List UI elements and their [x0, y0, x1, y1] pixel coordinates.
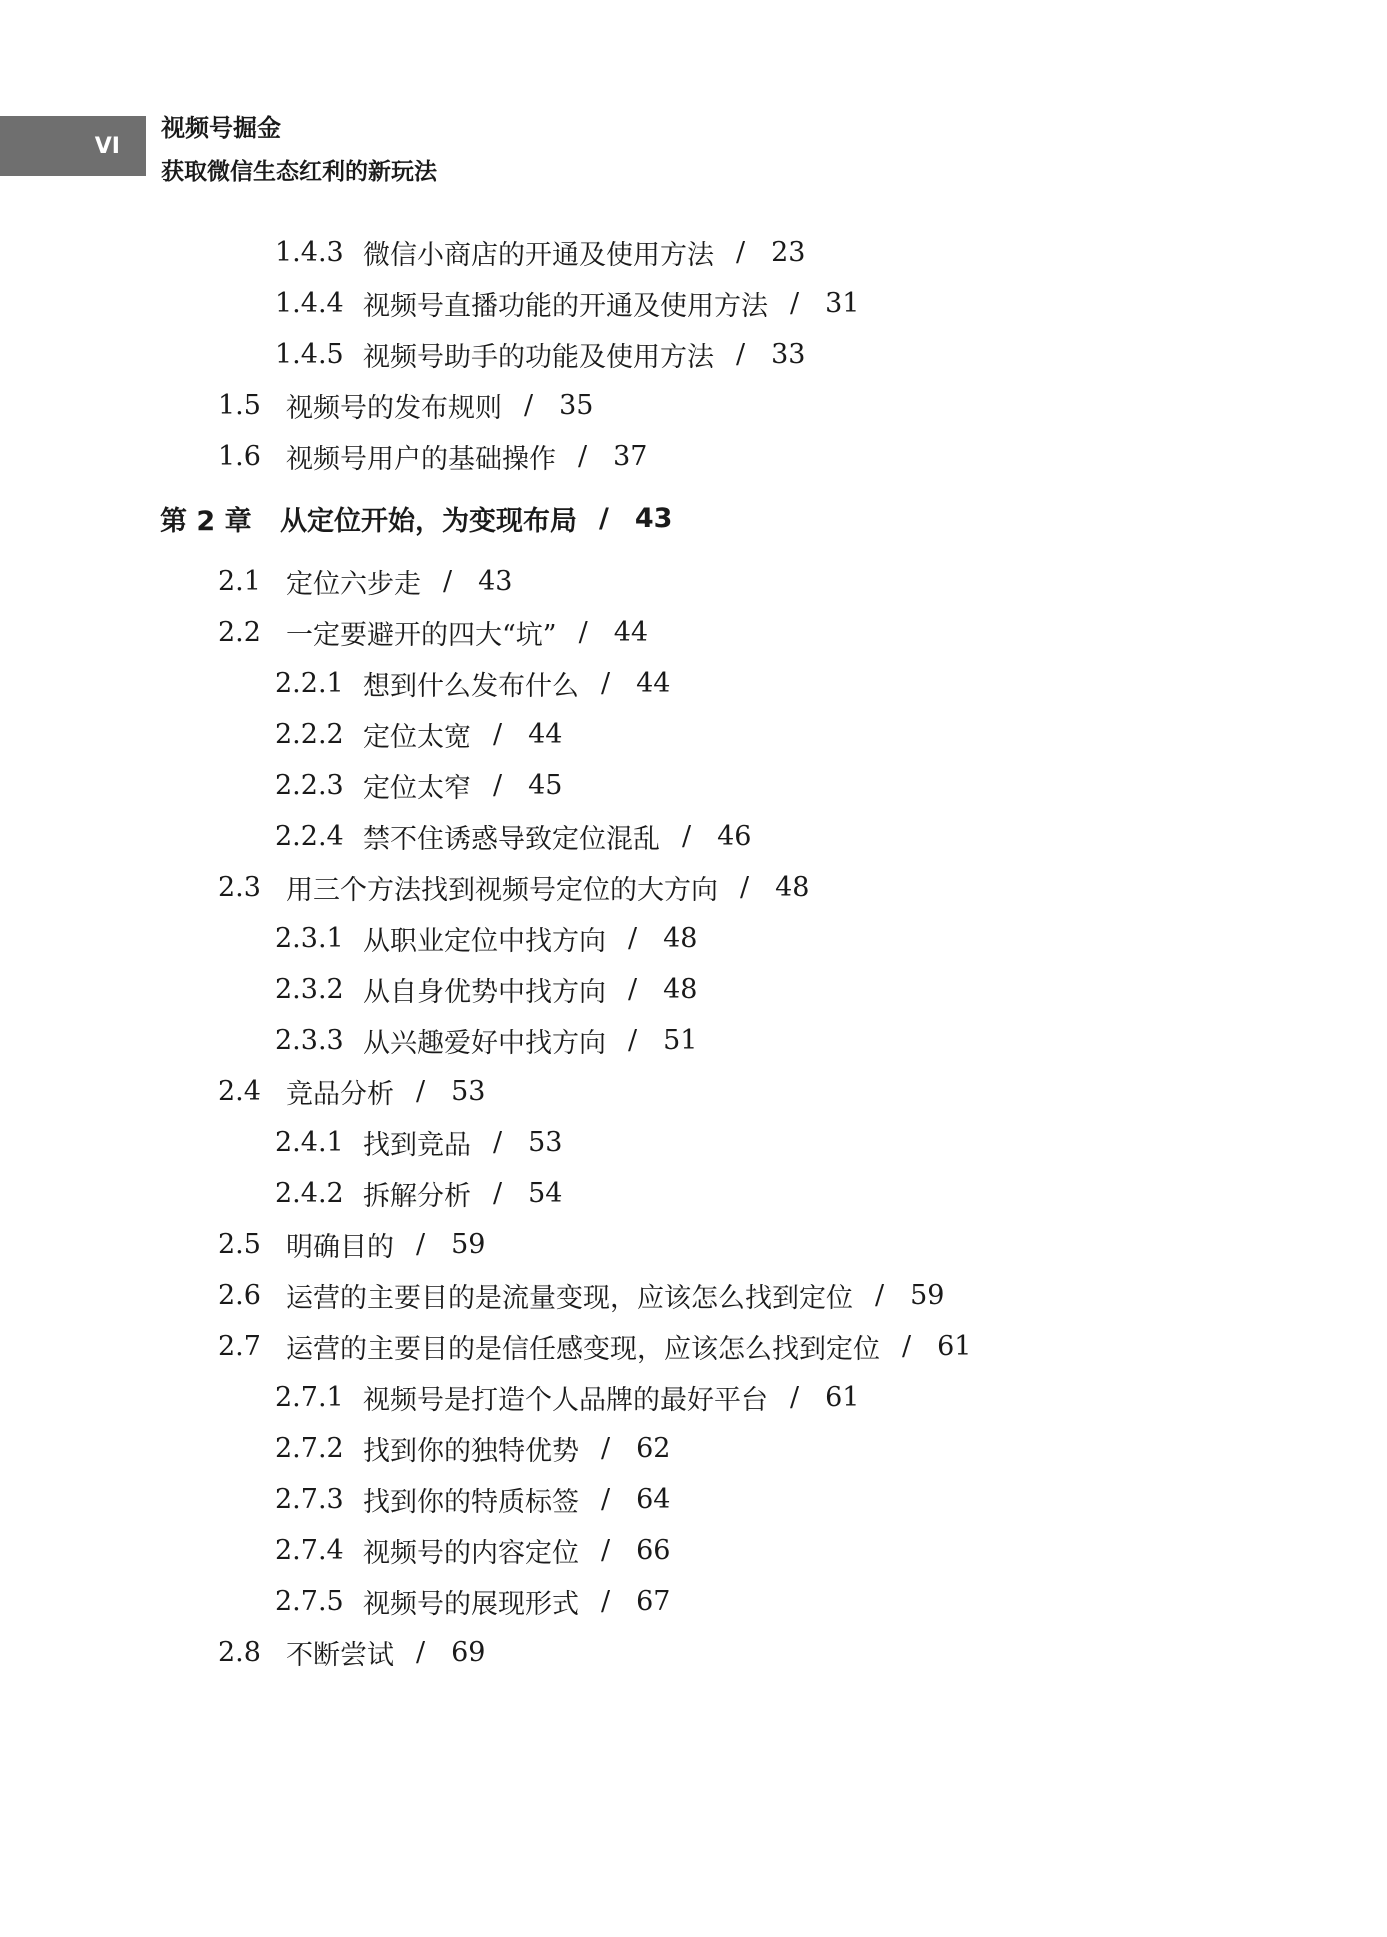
toc-entry-number: 2.1: [218, 565, 261, 597]
toc-entry-number: 2.3.3: [275, 1024, 344, 1056]
toc-entry-separator: /: [682, 820, 692, 852]
toc-entry-number: 2.7.1: [275, 1381, 344, 1413]
toc-entry-title: 定位六步走: [286, 568, 421, 600]
toc-entry-page: 48: [663, 922, 698, 954]
toc-entry-page: 48: [663, 973, 698, 1005]
toc-entry-title: 视频号用户的基础操作: [286, 443, 556, 475]
toc-entry-page: 43: [634, 502, 673, 534]
toc-entry-title: 运营的主要目的是信任感变现，应该怎么找到定位: [286, 1333, 880, 1365]
toc-entry-title: 一定要避开的四大“坑”: [286, 619, 557, 651]
toc-entry-number: 第 2 章: [160, 505, 252, 537]
toc-entry-page: 59: [451, 1228, 486, 1260]
roman-page-number: VI: [0, 116, 146, 176]
toc-entry-number: 2.7.3: [275, 1483, 344, 1515]
toc-entry-page: 44: [528, 718, 563, 750]
toc-entry[interactable]: [218, 867, 809, 907]
toc-entry-number: 1.4.3: [275, 236, 344, 268]
toc-entry-number: 1.4.4: [275, 287, 344, 319]
toc-entry-separator: /: [736, 338, 746, 370]
toc-entry-number: 2.6: [218, 1279, 261, 1311]
toc-entry-number: 1.4.5: [275, 338, 344, 370]
toc-entry-number: 2.2.3: [275, 769, 344, 801]
toc-entry-separator: /: [601, 667, 611, 699]
toc-entry[interactable]: [275, 714, 562, 754]
toc-entry-separator: /: [416, 1228, 426, 1260]
toc-entry-title: 想到什么发布什么: [363, 670, 579, 702]
toc-entry-separator: /: [493, 1177, 503, 1209]
toc-entry-separator: /: [416, 1075, 426, 1107]
toc-entry-page: 51: [663, 1024, 698, 1056]
toc-entry-number: 2.4.1: [275, 1126, 344, 1158]
toc-entry[interactable]: [275, 1122, 562, 1162]
toc-entry[interactable]: [218, 1224, 485, 1264]
toc-entry-title: 竞品分析: [286, 1078, 394, 1110]
toc-entry-page: 44: [636, 667, 671, 699]
toc-entry-separator: /: [443, 565, 453, 597]
toc-entry-separator: /: [578, 440, 588, 472]
toc-entry-separator: /: [599, 502, 609, 534]
toc-entry-number: 1.6: [218, 440, 261, 472]
toc-entry-number: 2.4.2: [275, 1177, 344, 1209]
toc-entry-number: 2.5: [218, 1228, 261, 1260]
toc-entry-number: 2.3.1: [275, 922, 344, 954]
toc-entry-title: 视频号的内容定位: [363, 1537, 579, 1569]
toc-entry-page: 43: [478, 565, 513, 597]
toc-entry[interactable]: [275, 1173, 562, 1213]
toc-entry-number: 2.3.2: [275, 973, 344, 1005]
toc-entry-title: 从兴趣爱好中找方向: [363, 1027, 606, 1059]
toc-entry-page: 46: [717, 820, 752, 852]
toc-entry-page: 33: [771, 338, 806, 370]
toc-entry-separator: /: [790, 1381, 800, 1413]
toc-entry-separator: /: [628, 1024, 638, 1056]
toc-entry[interactable]: [275, 969, 697, 1009]
toc-entry[interactable]: [275, 1530, 670, 1570]
toc-entry[interactable]: [275, 1581, 670, 1621]
toc-entry-title: 定位太宽: [363, 721, 471, 753]
toc-entry-number: 2.4: [218, 1075, 261, 1107]
toc-entry-number: 2.2: [218, 616, 261, 648]
toc-entry-separator: /: [601, 1432, 611, 1464]
toc-entry-number: 2.7.5: [275, 1585, 344, 1617]
toc-entry-title: 从自身优势中找方向: [363, 976, 606, 1008]
toc-entry-separator: /: [578, 616, 588, 648]
toc-entry-title: 明确目的: [286, 1231, 394, 1263]
toc-entry-title: 微信小商店的开通及使用方法: [363, 239, 714, 271]
toc-entry[interactable]: [218, 1326, 971, 1366]
toc-entry-number: 2.7: [218, 1330, 261, 1362]
toc-entry-page: 37: [613, 440, 648, 472]
toc-entry[interactable]: [218, 561, 512, 601]
toc-entry-separator: /: [628, 973, 638, 1005]
toc-entry-title: 拆解分析: [363, 1180, 471, 1212]
toc-entry-title: 视频号的发布规则: [286, 392, 502, 424]
toc-entry[interactable]: [218, 1275, 944, 1315]
toc-entry-separator: /: [790, 287, 800, 319]
toc-entry[interactable]: [275, 663, 670, 703]
toc-entry-page: 69: [451, 1636, 486, 1668]
toc-entry-title: 不断尝试: [286, 1639, 394, 1671]
toc-entry[interactable]: [275, 334, 805, 374]
toc-entry-page: 61: [937, 1330, 972, 1362]
toc-entry-title: 找到竞品: [363, 1129, 471, 1161]
toc-entry-separator: /: [493, 769, 503, 801]
toc-entry-page: 66: [636, 1534, 671, 1566]
toc-entry-page: 61: [825, 1381, 860, 1413]
toc-entry-page: 54: [528, 1177, 563, 1209]
toc-entry-separator: /: [524, 389, 534, 421]
toc-entry[interactable]: [218, 385, 593, 425]
toc-entry-page: 23: [771, 236, 806, 268]
toc-entry-separator: /: [601, 1585, 611, 1617]
toc-entry-number: 2.2.1: [275, 667, 344, 699]
toc-entry[interactable]: [218, 1071, 485, 1111]
toc-entry-separator: /: [601, 1483, 611, 1515]
toc-entry-separator: /: [493, 1126, 503, 1158]
toc-entry[interactable]: [275, 918, 697, 958]
toc-entry-separator: /: [875, 1279, 885, 1311]
running-book-subtitle: 获取微信生态红利的新玩法: [161, 159, 437, 185]
toc-entry[interactable]: [275, 283, 859, 323]
toc-entry-page: 31: [825, 287, 860, 319]
toc-entry-number: 2.7.2: [275, 1432, 344, 1464]
toc-entry-title: 定位太窄: [363, 772, 471, 804]
toc-entry[interactable]: [275, 1479, 670, 1519]
toc-entry-separator: /: [902, 1330, 912, 1362]
toc-entry-title: 视频号的展现形式: [363, 1588, 579, 1620]
toc-entry-page: 53: [451, 1075, 486, 1107]
toc-entry-page: 45: [528, 769, 563, 801]
toc-entry-separator: /: [601, 1534, 611, 1566]
toc-entry[interactable]: [275, 1428, 670, 1468]
toc-entry-page: 35: [559, 389, 594, 421]
toc-entry-number: 2.2.2: [275, 718, 344, 750]
toc-entry-title: 视频号助手的功能及使用方法: [363, 341, 714, 373]
toc-entry-page: 62: [636, 1432, 671, 1464]
toc-entry-title: 运营的主要目的是流量变现，应该怎么找到定位: [286, 1282, 853, 1314]
toc-entry-title: 禁不住诱惑导致定位混乱: [363, 823, 660, 855]
toc-entry-separator: /: [628, 922, 638, 954]
toc-entry[interactable]: [218, 436, 647, 476]
toc-entry-page: 48: [775, 871, 810, 903]
toc-entry[interactable]: [218, 612, 648, 652]
toc-entry-number: 2.8: [218, 1636, 261, 1668]
toc-entry-page: 64: [636, 1483, 671, 1515]
toc-entry-title: 找到你的特质标签: [363, 1486, 579, 1518]
toc-entry[interactable]: [275, 765, 562, 805]
toc-entry-title: 找到你的独特优势: [363, 1435, 579, 1467]
toc-entry-number: 2.7.4: [275, 1534, 344, 1566]
toc-chapter-entry[interactable]: [160, 498, 672, 538]
toc-entry-separator: /: [736, 236, 746, 268]
toc-entry-title: 从定位开始，为变现布局: [280, 505, 577, 537]
toc-entry[interactable]: [275, 1020, 697, 1060]
toc-entry[interactable]: [218, 1632, 485, 1672]
toc-entry[interactable]: [275, 816, 751, 856]
toc-entry-separator: /: [740, 871, 750, 903]
toc-entry-title: 从职业定位中找方向: [363, 925, 606, 957]
toc-entry-page: 44: [613, 616, 649, 648]
toc-entry-title: 视频号直播功能的开通及使用方法: [363, 290, 768, 322]
toc-entry-title: 用三个方法找到视频号定位的大方向: [286, 874, 718, 906]
toc-entry-page: 53: [528, 1126, 563, 1158]
toc-entry-number: 2.3: [218, 871, 261, 903]
toc-entry-title: 视频号是打造个人品牌的最好平台: [363, 1384, 768, 1416]
toc-entry[interactable]: [275, 1377, 859, 1417]
toc-entry-number: 2.2.4: [275, 820, 344, 852]
toc-entry-separator: /: [493, 718, 503, 750]
running-book-title: 视频号掘金: [161, 114, 281, 142]
toc-entry-page: 59: [910, 1279, 945, 1311]
toc-entry-separator: /: [416, 1636, 426, 1668]
toc-entry[interactable]: [275, 232, 805, 272]
toc-entry-number: 1.5: [218, 389, 261, 421]
toc-entry-page: 67: [636, 1585, 671, 1617]
